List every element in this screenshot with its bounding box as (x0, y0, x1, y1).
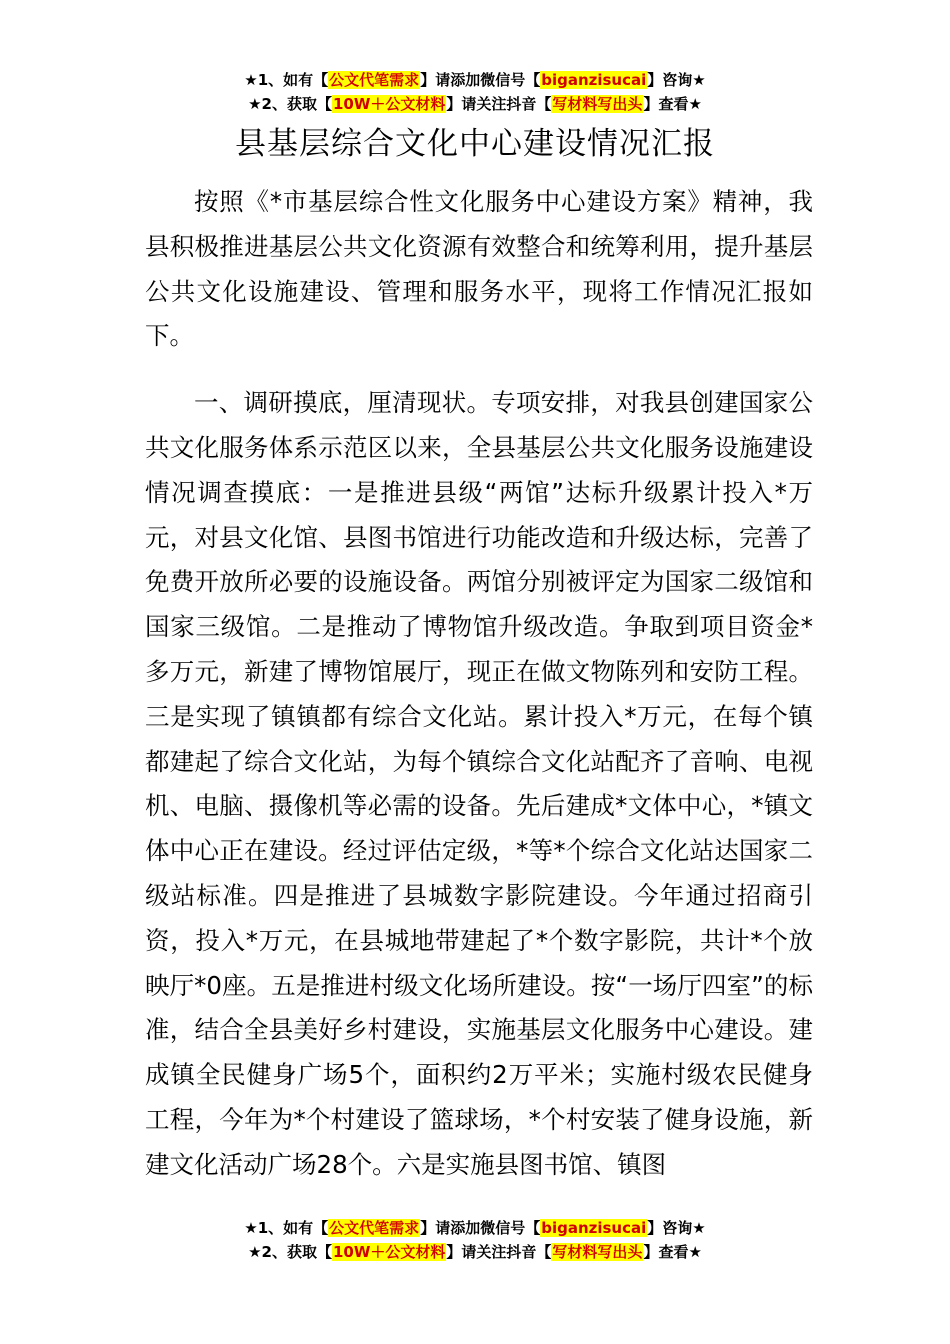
promo-text: 】查看★ (643, 1243, 702, 1261)
promo-highlight: 10W＋公文材料 (332, 95, 446, 113)
promo-line-1 (0, 1216, 950, 1240)
promo-text: 】请添加微信号【 (420, 71, 541, 89)
promo-text: 】请关注抖音【 (446, 95, 552, 113)
promo-text: ★2、获取【 (248, 1243, 332, 1261)
promo-text: 】查看★ (643, 95, 702, 113)
promo-text: 】请关注抖音【 (446, 1243, 552, 1261)
promo-highlight: 写材料写出头 (552, 95, 643, 113)
document-title: 县基层综合文化中心建设情况汇报 (235, 126, 715, 162)
paragraph: 一、调研摸底，厘清现状。专项安排，对我县创建国家公共文化服务体系示范区以来，全县基层公共文化服务设施建设情况调查摸底：一是推进县级“两馆”达标升级累计投入*万元，对县文化馆、县图书馆进行功能改造和升级达标，完善了免费开放所必要的设施设备。两馆分别被评定为国家二级馆和国家三级馆。二是推动了博物馆升级改造。争取到项目资金*多万元，新建了博物馆展厅，现正在做文物陈列和安防工程。三是实现了镇镇都有综合文化站。累计投入*万元，在每个镇都建起了综合文化站，为每个镇综合文化站配齐了音响、电视机、电脑、摄像机等必需的设备。先后建成*文体中心，*镇文体中心正在建设。经过评估定级，*等*个综合文化站达国家二级站标准。四是推进了县城数字影院建设。今年通过招商引资，投入*万元，在县城地带建起了*个数字影院，共计*个放映厅*0座。五是推进村级文化场所建设。按“一场厅四室”的标准，结合全县美好乡村建设，实施基层文化服务中心建设。建成镇全民健身广场5个，面积约2万平米；实施村级农民健身工程，今年为*个村建设了篮球场，*个村安装了健身设施，新建文化活动广场28个。六是实施县图书馆、镇图 (145, 388, 813, 1179)
promo-text: ★1、如有【 (244, 1219, 329, 1237)
promo-highlight: 公文代笔需求 (329, 1219, 420, 1237)
promo-text: 】咨询★ (647, 1219, 706, 1237)
promo-text: 】咨询★ (647, 71, 706, 89)
promo-line-2 (0, 92, 950, 116)
promo-text: ★1、如有【 (244, 71, 329, 89)
promo-highlight: 公文代笔需求 (329, 71, 420, 89)
promo-line-1 (0, 68, 950, 92)
promo-text: 】请添加微信号【 (420, 1219, 541, 1237)
promo-highlight: 10W＋公文材料 (332, 1243, 446, 1261)
promo-line-2 (0, 1240, 950, 1264)
promo-banner-bottom (0, 1216, 950, 1264)
promo-highlight: 写材料写出头 (552, 1243, 643, 1261)
promo-banner-top (0, 68, 950, 116)
promo-highlight: biganzisucai (541, 71, 647, 89)
document-body (145, 180, 813, 1188)
promo-highlight: biganzisucai (541, 1219, 647, 1237)
paragraph: 按照《*市基层综合性文化服务中心建设方案》精神，我县积极推进基层公共文化资源有效整合和统筹利用，提升基层公共文化设施建设、管理和服务水平，现将工作情况汇报如下。 (145, 187, 813, 351)
promo-text: ★2、获取【 (248, 95, 332, 113)
